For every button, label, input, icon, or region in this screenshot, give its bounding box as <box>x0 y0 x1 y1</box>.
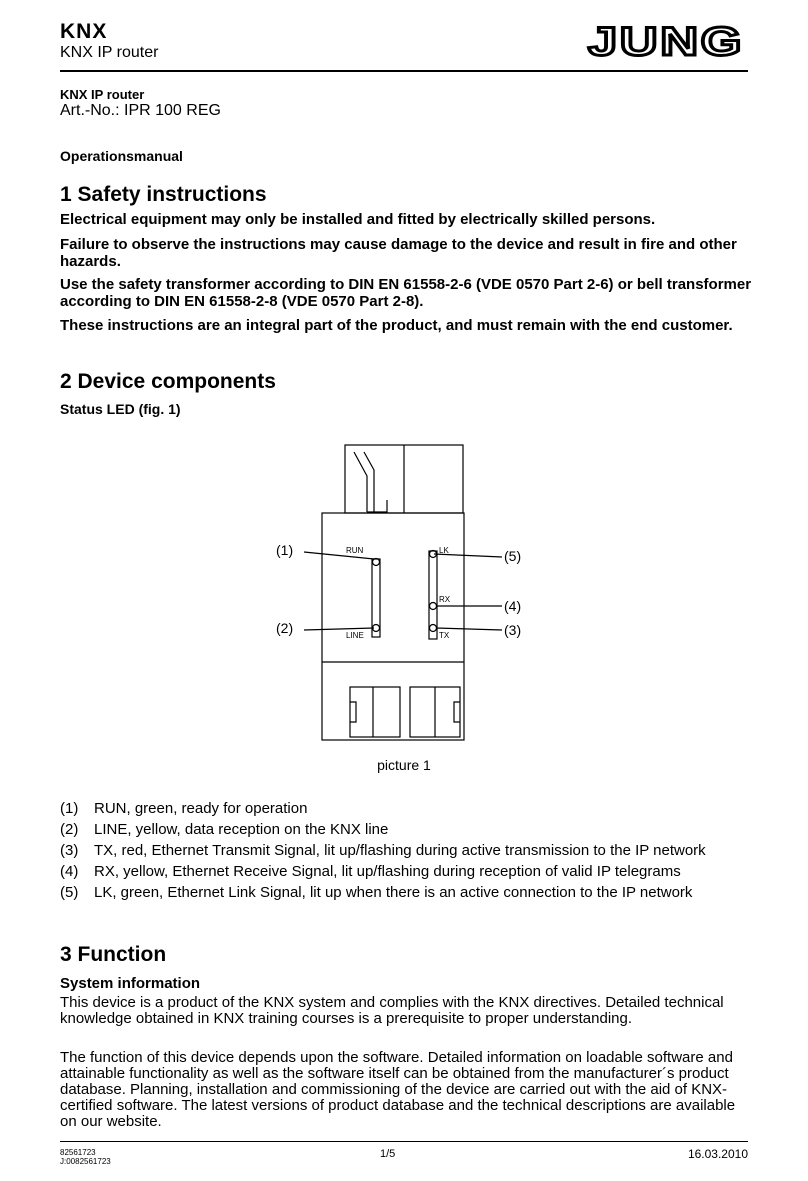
legend-number: (3) <box>60 842 79 859</box>
legend-text: TX, red, Ethernet Transmit Signal, lit up/flashing during active transmission to the IP network <box>94 842 706 859</box>
section-title-components: 2 Device components <box>60 370 276 393</box>
led-label-tx: TX <box>439 631 450 640</box>
legend-number: (2) <box>60 821 79 838</box>
footer-code: 82561723 <box>60 1148 96 1157</box>
section-title-function: 3 Function <box>60 943 167 966</box>
jung-logo <box>586 20 748 60</box>
function-paragraph: This device is a product of the KNX system and complies with the KNX directives. Detailed technical knowledge obtained in KNX training courses is a prerequisite to proper understanding. <box>60 994 724 1027</box>
callout-3: (3) <box>504 622 522 638</box>
led-label-run: RUN <box>346 546 364 555</box>
article-number: Art.-No.: IPR 100 REG <box>60 102 221 119</box>
legend-text: LK, green, Ethernet Link Signal, lit up when there is an active connection to the IP network <box>94 884 693 901</box>
jung-logo-text: JUNG <box>588 20 744 60</box>
page-number: 1/5 <box>380 1148 396 1160</box>
callout-5: (5) <box>504 548 522 564</box>
callout-2: (2) <box>276 620 294 636</box>
legend-number: (5) <box>60 884 79 901</box>
list-item <box>60 884 760 901</box>
footer-rule <box>60 1141 748 1142</box>
product-name: KNX IP router <box>60 87 145 102</box>
footer-codes <box>60 1148 111 1166</box>
legend-number: (4) <box>60 863 79 880</box>
led-label-line: LINE <box>346 631 364 640</box>
safety-paragraph: Electrical equipment may only be installed and fitted by electrically skilled persons. <box>60 211 656 228</box>
legend-text: RX, yellow, Ethernet Receive Signal, lit up/flashing during reception of valid IP telegrams <box>94 863 681 880</box>
figure-caption: picture 1 <box>377 757 431 773</box>
knx-logo-text: KNX <box>60 20 108 42</box>
function-paragraph: The function of this device depends upon the software. Detailed information on loadable software and attainable functionality as well as the software itself can be obtained from the manufacturer´s product database. Planning, installation and commissioning of the device are carried out with the aid of KNX-certified software. The latest versions of product database and the technical descriptions are available on our website. <box>60 1049 736 1130</box>
header-subtitle: KNX IP router <box>60 44 159 61</box>
callout-4: (4) <box>504 598 522 614</box>
legend-text: LINE, yellow, data reception on the KNX line <box>94 821 389 838</box>
led-legend <box>60 800 760 905</box>
manual-title: Operationsmanual <box>60 148 183 164</box>
callout-1: (1) <box>276 542 294 558</box>
led-label-rx: RX <box>439 595 451 604</box>
safety-paragraph: These instructions are an integral part of the product, and must remain with the end customer. <box>60 317 733 334</box>
list-item <box>60 863 760 880</box>
header-rule <box>60 70 748 72</box>
safety-paragraph: Use the safety transformer according to DIN EN 61558-2-6 (VDE 0570 Part 2-6) or bell transformer according to DIN EN 61558-2-8 (VDE 0570 Part 2-8). <box>60 276 752 310</box>
status-led-heading: Status LED (fig. 1) <box>60 401 181 417</box>
led-label-lk: LK <box>439 546 449 555</box>
list-item <box>60 821 760 838</box>
legend-text: RUN, green, ready for operation <box>94 800 308 817</box>
section-title-safety: 1 Safety instructions <box>60 183 267 206</box>
knx-logo <box>60 16 120 42</box>
device-figure <box>270 440 540 745</box>
footer-date: 16.03.2010 <box>687 1147 748 1161</box>
system-information-heading: System information <box>60 975 201 992</box>
list-item <box>60 842 760 859</box>
safety-paragraph: Failure to observe the instructions may cause damage to the device and result in fire and other hazards. <box>60 236 737 270</box>
list-item <box>60 800 760 817</box>
footer-code: J:0082561723 <box>60 1157 111 1166</box>
legend-number: (1) <box>60 800 79 817</box>
